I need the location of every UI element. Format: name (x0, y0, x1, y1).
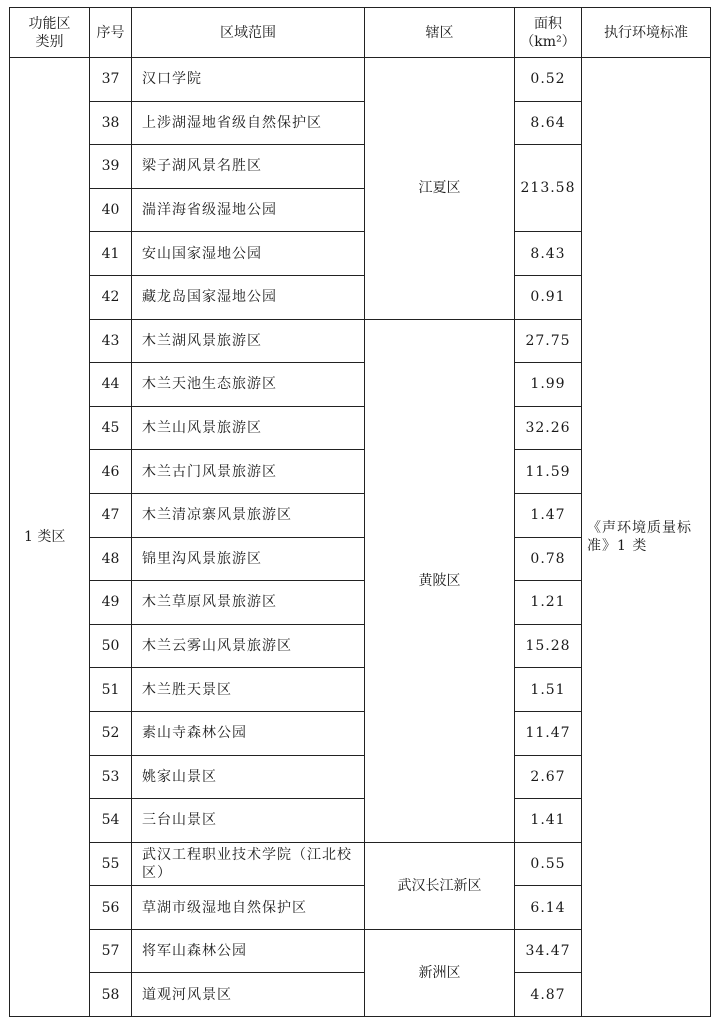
row-area: 32.26 (515, 406, 582, 450)
header-area-line1: 面积 (534, 15, 562, 32)
row-area: 0.52 (515, 58, 582, 102)
row-range: 姚家山景区 (132, 755, 365, 799)
row-number: 57 (90, 929, 132, 973)
row-range: 上涉湖湿地省级自然保护区 (132, 101, 365, 145)
table-row (10, 58, 711, 102)
row-number: 38 (90, 101, 132, 145)
row-range: 素山寺森林公园 (132, 711, 365, 755)
header-district: 辖区 (365, 8, 515, 58)
row-number: 39 (90, 145, 132, 189)
row-range: 湍洋海省级湿地公园 (132, 188, 365, 232)
row-range: 安山国家湿地公园 (132, 232, 365, 276)
row-range: 木兰草原风景旅游区 (132, 581, 365, 625)
header-category (10, 8, 90, 58)
row-range: 木兰古门风景旅游区 (132, 450, 365, 494)
district-cell-changjiang: 武汉长江新区 (365, 842, 515, 929)
row-area: 15.28 (515, 624, 582, 668)
zoning-table (9, 7, 711, 1017)
row-number: 55 (90, 842, 132, 886)
row-number: 43 (90, 319, 132, 363)
row-range: 木兰山风景旅游区 (132, 406, 365, 450)
row-number: 47 (90, 493, 132, 537)
row-number: 37 (90, 58, 132, 102)
row-area: 27.75 (515, 319, 582, 363)
row-area: 1.99 (515, 363, 582, 407)
row-area: 1.51 (515, 668, 582, 712)
row-range: 道观河风景区 (132, 973, 365, 1017)
row-area: 0.91 (515, 275, 582, 319)
row-area: 1.21 (515, 581, 582, 625)
row-area: 1.41 (515, 799, 582, 843)
row-number: 54 (90, 799, 132, 843)
row-range: 木兰云雾山风景旅游区 (132, 624, 365, 668)
row-range: 草湖市级湿地自然保护区 (132, 886, 365, 930)
row-range: 木兰清凉寨风景旅游区 (132, 493, 365, 537)
header-category-line2: 类别 (35, 33, 64, 50)
row-area: 0.55 (515, 842, 582, 886)
row-area: 0.78 (515, 537, 582, 581)
row-range: 梁子湖风景名胜区 (132, 145, 365, 189)
header-range: 区域范围 (132, 8, 365, 58)
row-area: 11.59 (515, 450, 582, 494)
row-number: 50 (90, 624, 132, 668)
row-area: 213.58 (515, 145, 582, 232)
standard-cell: 《声环境质量标准》1 类 (582, 58, 711, 1017)
row-number: 49 (90, 581, 132, 625)
row-range: 汉口学院 (132, 58, 365, 102)
row-number: 56 (90, 886, 132, 930)
row-area: 8.43 (515, 232, 582, 276)
header-number: 序号 (90, 8, 132, 58)
row-area: 2.67 (515, 755, 582, 799)
row-number: 58 (90, 973, 132, 1017)
row-area: 1.47 (515, 493, 582, 537)
header-area (515, 8, 582, 58)
row-number: 40 (90, 188, 132, 232)
row-number: 44 (90, 363, 132, 407)
row-range: 木兰湖风景旅游区 (132, 319, 365, 363)
category-cell: 1 类区 (10, 58, 90, 1017)
row-number: 51 (90, 668, 132, 712)
row-area: 8.64 (515, 101, 582, 145)
row-number: 53 (90, 755, 132, 799)
row-number: 52 (90, 711, 132, 755)
row-area: 11.47 (515, 711, 582, 755)
row-number: 48 (90, 537, 132, 581)
row-range: 武汉工程职业技术学院（江北校区） (132, 842, 365, 886)
row-range: 锦里沟风景旅游区 (132, 537, 365, 581)
row-number: 41 (90, 232, 132, 276)
district-cell-xinzhou: 新洲区 (365, 929, 515, 1016)
row-range: 木兰胜天景区 (132, 668, 365, 712)
row-number: 45 (90, 406, 132, 450)
district-cell-jiangxia: 江夏区 (365, 58, 515, 320)
row-number: 46 (90, 450, 132, 494)
header-standard: 执行环境标准 (582, 8, 711, 58)
row-area: 4.87 (515, 973, 582, 1017)
row-area: 6.14 (515, 886, 582, 930)
row-range: 将军山森林公园 (132, 929, 365, 973)
row-range: 木兰天池生态旅游区 (132, 363, 365, 407)
header-area-line2: （km²） (520, 33, 576, 50)
row-number: 42 (90, 275, 132, 319)
district-cell-huangpi: 黄陂区 (365, 319, 515, 842)
table-header-row (10, 8, 711, 58)
row-area: 34.47 (515, 929, 582, 973)
row-range: 三台山景区 (132, 799, 365, 843)
row-range: 藏龙岛国家湿地公园 (132, 275, 365, 319)
header-category-line1: 功能区 (28, 15, 71, 32)
